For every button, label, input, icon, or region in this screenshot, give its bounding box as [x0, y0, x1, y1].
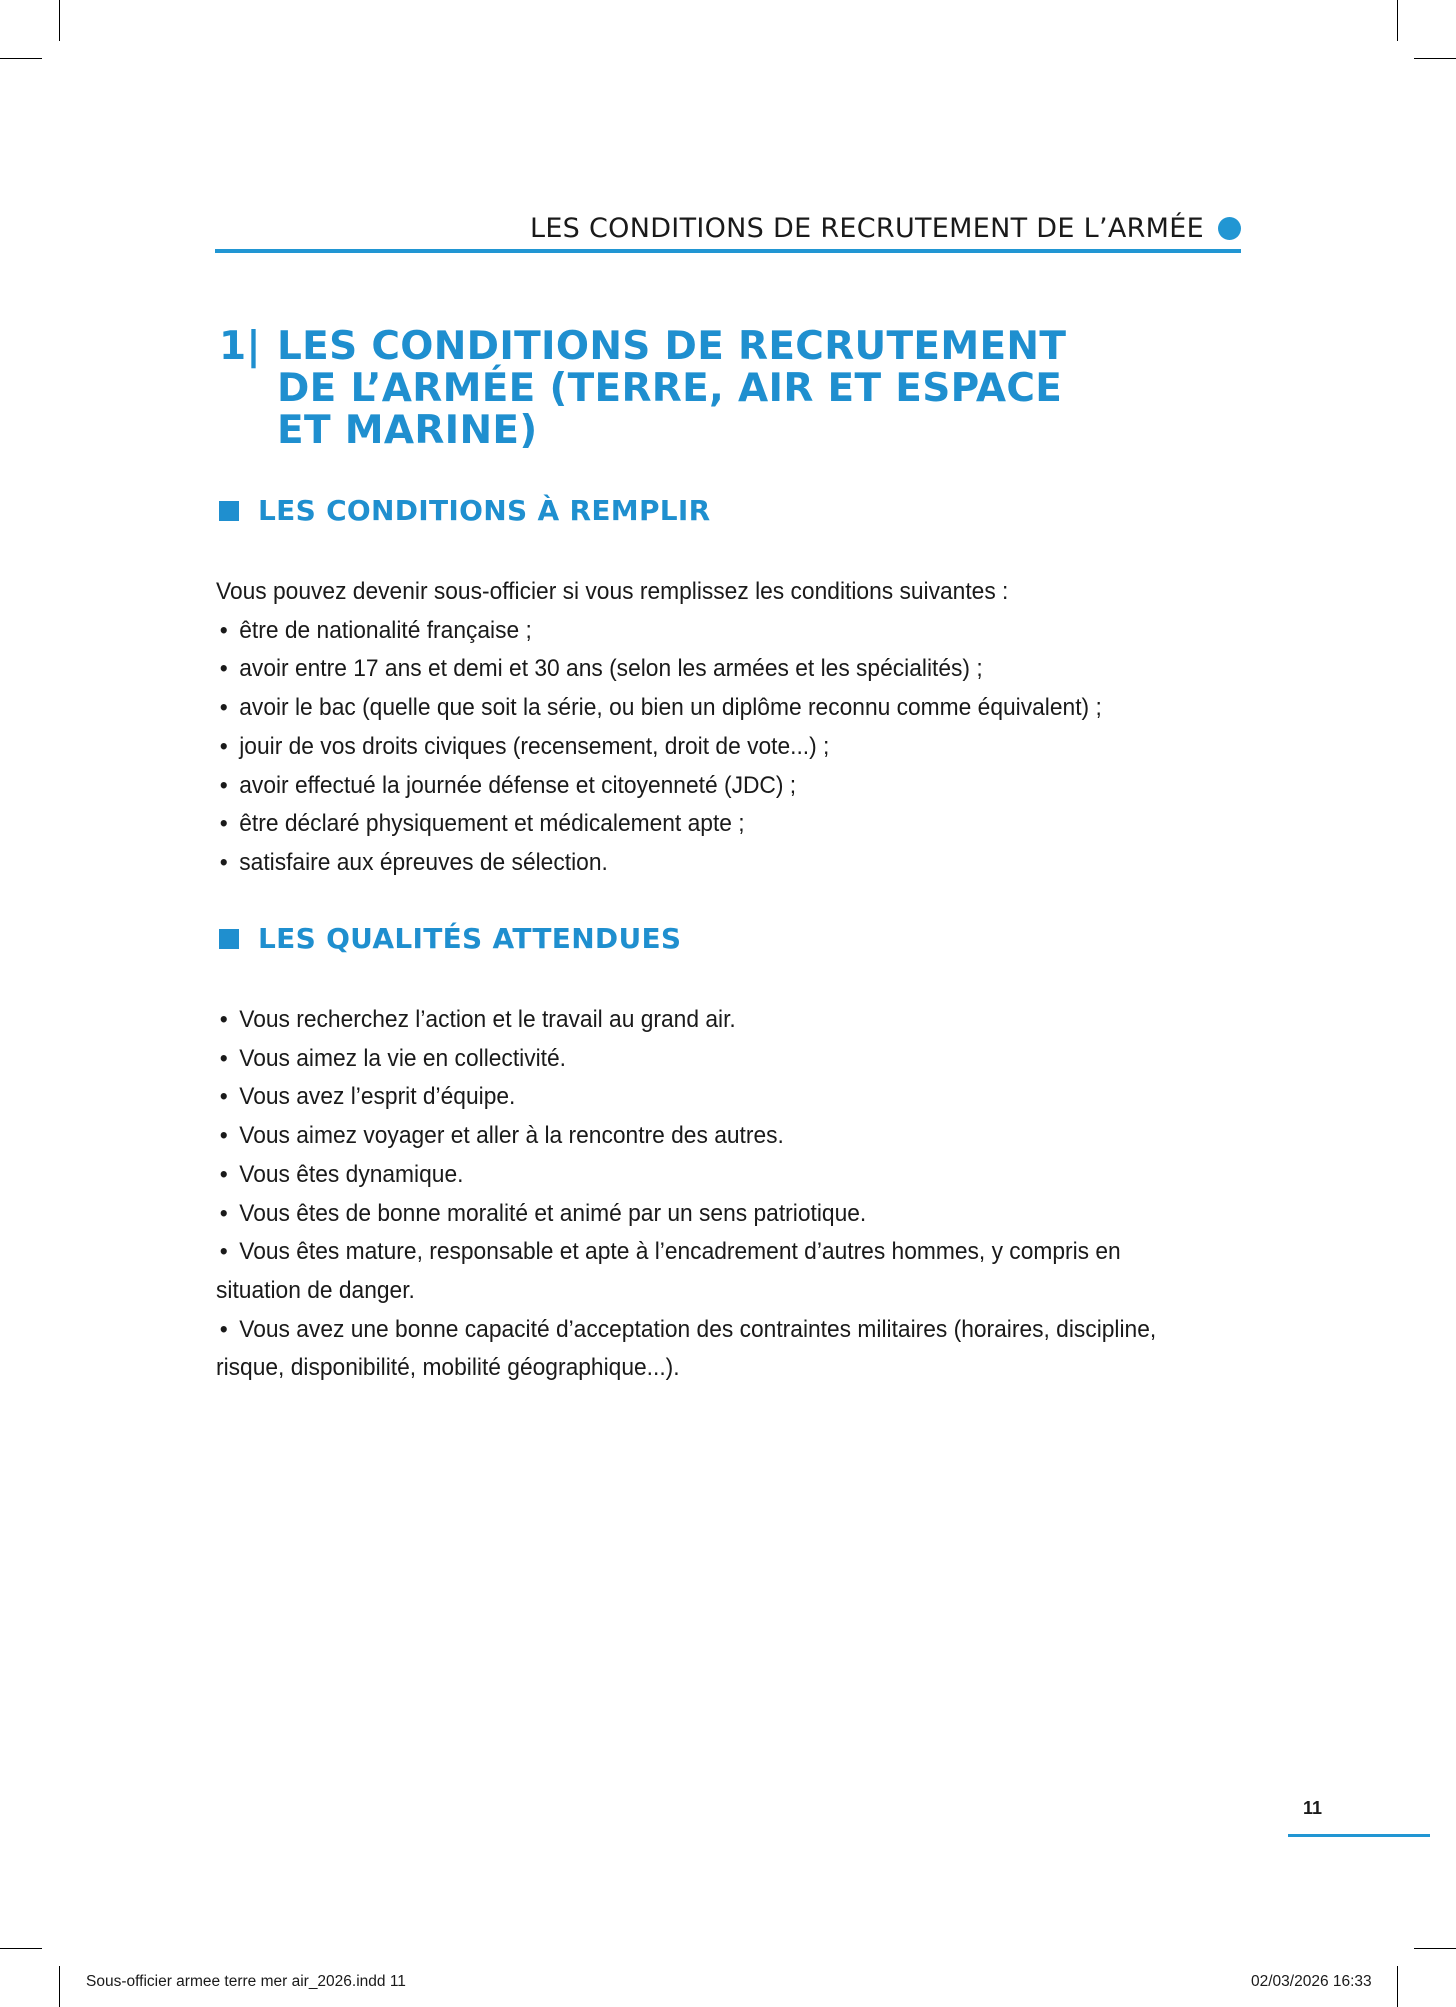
crop-mark-top-left-vertical [59, 0, 60, 41]
bullet-icon: • [219, 848, 228, 876]
list-item [216, 805, 1174, 844]
slug-date: 02/03/2026 16:33 [1251, 1973, 1372, 1990]
list-item-text: Vous aimez voyager et aller à la rencontre des autres. [239, 1122, 784, 1150]
list-item [216, 1233, 1174, 1310]
list-item-text: Vous avez l’esprit d’équipe. [239, 1083, 516, 1111]
crop-mark-bottom-left-horizontal [0, 1948, 42, 1949]
list-item-text: avoir entre 17 ans et demi et 30 ans (selon les armées et les spécialités) ; [239, 655, 983, 683]
list-item [216, 1001, 1174, 1040]
list-item-text: avoir le bac (quelle que soit la série, ou bien un diplôme reconnu comme équivalent) ; [239, 694, 1102, 722]
list-item-text: Vous recherchez l’action et le travail au grand air. [239, 1006, 736, 1033]
bullet-icon: • [219, 616, 228, 644]
list-item-text: être de nationalité française ; [239, 616, 532, 644]
qualites-block [216, 1001, 1174, 1388]
list-item-text: être déclaré physiquement et médicalement apte ; [239, 810, 745, 838]
list-item [216, 1311, 1174, 1388]
list-item [216, 844, 1174, 883]
chapter-title-line: LES CONDITIONS DE RECRUTEMENT [277, 324, 1067, 369]
list-item [216, 1117, 1174, 1156]
list-item [216, 650, 1174, 689]
section-heading-conditions [219, 494, 711, 527]
list-item-text: Vous êtes mature, responsable et apte à l’encadrement d’autres hommes, y compris en situation de danger. [216, 1238, 1121, 1304]
crop-mark-top-right-vertical [1397, 0, 1398, 41]
list-item-text: Vous êtes dynamique. [239, 1160, 464, 1188]
slug-file: Sous-officier armee terre mer air_2026.indd 11 [86, 1973, 406, 1990]
chapter-title [219, 326, 1219, 452]
bullet-icon: • [219, 1006, 228, 1033]
bullet-icon: • [219, 1160, 228, 1188]
list-item-text: Vous avez une bonne capacité d’acceptation des contraintes militaires (horaires, discipline, risque, disponibilité, mobilité géographique...). [216, 1315, 1157, 1382]
section-heading-qualites [219, 922, 681, 955]
list-item-text: avoir effectué la journée défense et citoyenneté (JDC) ; [239, 771, 797, 799]
bullet-icon: • [219, 771, 228, 799]
bullet-icon: • [219, 1238, 228, 1266]
crop-mark-bottom-right-vertical [1397, 1966, 1398, 2007]
list-item [216, 767, 1174, 806]
list-item-text: jouir de vos droits civiques (recensement, droit de vote...) ; [239, 732, 830, 760]
bullet-icon: • [219, 732, 228, 760]
bullet-icon: • [219, 1315, 228, 1343]
bullet-icon: • [219, 810, 228, 838]
crop-mark-bottom-right-horizontal [1414, 1948, 1456, 1949]
chapter-title-line: DE L’ARMÉE (TERRE, AIR ET ESPACE [277, 366, 1063, 411]
bullet-dot-icon [1218, 217, 1241, 240]
list-item [216, 689, 1174, 728]
crop-mark-bottom-left-vertical [59, 1966, 60, 2007]
running-head [215, 205, 1241, 251]
list-item-text: satisfaire aux épreuves de sélection. [239, 848, 608, 876]
list-item [216, 728, 1174, 767]
bullet-icon: • [219, 694, 228, 722]
page-number-text: 11 [1303, 1798, 1323, 1818]
running-head-rule [215, 249, 1241, 253]
list-item-text: Vous êtes de bonne moralité et animé par un sens patriotique. [239, 1199, 867, 1227]
square-bullet-icon [219, 501, 239, 521]
list-item [216, 1040, 1174, 1079]
bullet-icon: • [219, 655, 228, 683]
section-heading-text: LES CONDITIONS À REMPLIR [258, 494, 711, 527]
qualites-list [216, 1001, 1174, 1388]
bullet-icon: • [219, 1122, 228, 1150]
page-number [1288, 1798, 1430, 1819]
square-bullet-icon [219, 929, 239, 949]
list-item [216, 1195, 1174, 1234]
conditions-block [216, 573, 1174, 883]
list-item [216, 1156, 1174, 1195]
list-item [216, 1078, 1174, 1117]
section-heading-text: LES QUALITÉS ATTENDUES [258, 922, 682, 955]
conditions-intro: Vous pouvez devenir sous-officier si vous remplissez les conditions suivantes : [216, 578, 1009, 605]
chapter-title-text [277, 326, 1219, 452]
bullet-icon: • [219, 1044, 228, 1072]
list-item [216, 612, 1174, 651]
running-head-title: LES CONDITIONS DE RECRUTEMENT DE L’ARMÉE [529, 212, 1204, 244]
bullet-icon: • [219, 1083, 228, 1111]
crop-mark-top-right-horizontal [1414, 58, 1456, 59]
crop-mark-top-left-horizontal [0, 58, 42, 59]
conditions-list [216, 612, 1174, 883]
chapter-number: 1| [219, 324, 261, 369]
chapter-title-line: ET MARINE) [277, 408, 538, 453]
page-number-rule [1288, 1834, 1430, 1837]
list-item-text: Vous aimez la vie en collectivité. [239, 1044, 566, 1072]
bullet-icon: • [219, 1199, 228, 1227]
